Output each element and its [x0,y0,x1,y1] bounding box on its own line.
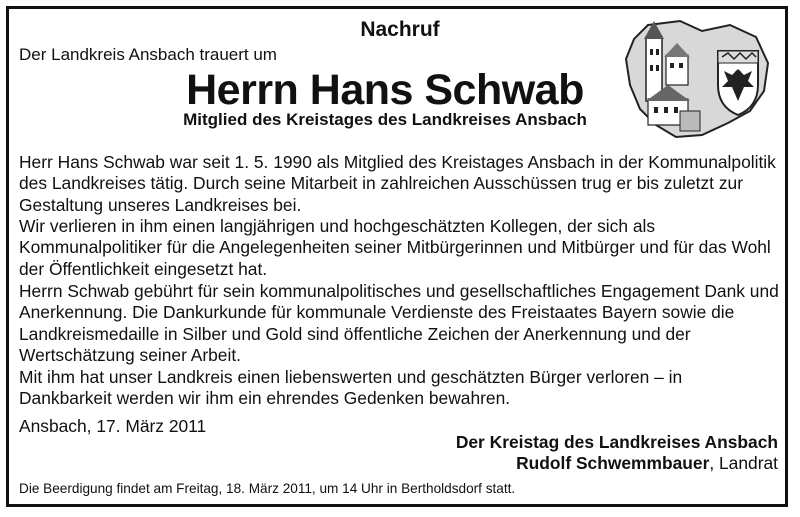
deceased-name: Herrn Hans Schwab [186,66,584,114]
signature-person: Rudolf Schwemmbauer [516,453,710,473]
district-map-with-coat-of-arms-icon [618,15,776,143]
signature-block [456,432,778,474]
intro-line: Der Landkreis Ansbach trauert um [19,45,277,64]
signature-org: Der Kreistag des Landkreises Ansbach [455,432,778,452]
deceased-role: Mitglied des Kreistages des Landkreises Ansbach [183,110,587,129]
paragraph-colleague: Wir verlieren in ihm einen langjährigen und hochgeschätzten Kollegen, der sich als Kommunalpolitiker für die Angelegenheiten seiner Mitbürgerinnen und Mitbürger und für das Wohl der Öffentlichkeit eingesetzt hat. [19,216,771,279]
place-date: Ansbach, 17. März 2011 [19,416,207,436]
notice-heading: Nachruf [360,18,440,41]
paragraph-honors: Herrn Schwab gebührt für sein kommunalpolitisches und gesellschaftliches Engagement Dank und Anerkennung. Die Dankurkunde für kommunale Verdienste des Freistaates Bayern sowie die Landkreismedaille in Silber und Gold sind öffentliche Zeichen der Anerkennung und der Wertschätzung seiner Arbeit. [19,281,779,365]
funeral-note: Die Beerdigung findet am Freitag, 18. März 2011, um 14 Uhr in Bertholdsdorf statt. [19,481,516,496]
signature-line [456,453,778,474]
paragraph-career: Herr Hans Schwab war seit 1. 5. 1990 als Mitglied des Kreistages Ansbach in der Kommunalpolitik des Landkreises tätig. Durch seine Mitarbeit in zahlreichen Ausschüssen trug er bis zuletzt zur Gestaltung unseres Landkreises bei. [19,152,776,215]
signature-title: , Landrat [709,453,778,473]
paragraph-remembrance: Mit ihm hat unser Landkreis einen liebenswerten und geschätzten Bürger verloren – in Dankbarkeit werden wir ihm ein ehrendes Gedenken bewahren. [19,367,683,409]
